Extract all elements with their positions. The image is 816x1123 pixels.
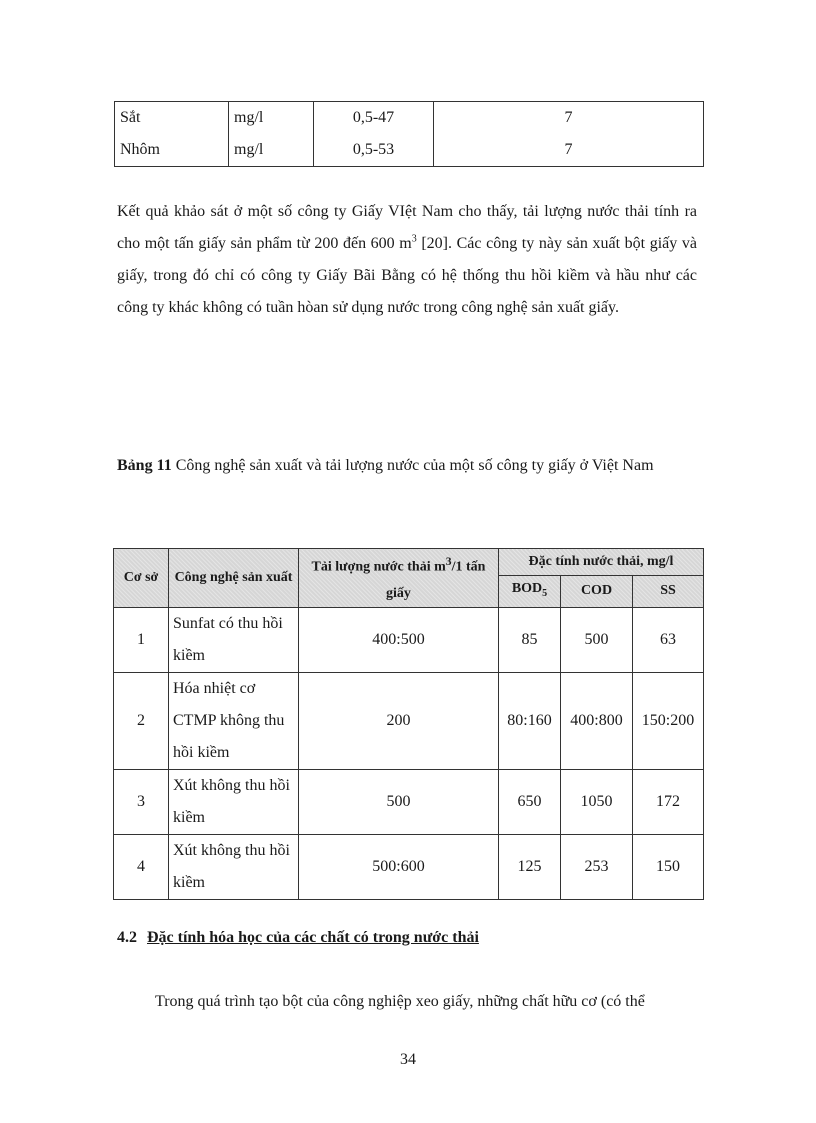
cell-tech: Hóa nhiệt cơ CTMP không thu hồi kiềm [169, 672, 299, 769]
header-bod-text: BOD [511, 581, 543, 596]
table-cell: Nhôm [115, 134, 229, 167]
cell-cod: 400:800 [561, 672, 633, 769]
header-group: Đặc tính nước thải, mg/l [499, 549, 704, 576]
caption-label: Bảng 11 [117, 457, 172, 474]
table-row [114, 672, 704, 769]
cell-base: 4 [114, 834, 169, 899]
paragraph-text: Kết quả khảo sát ở một số công ty Giấy VIệt Nam cho thấy, tải lượng nước thải tính ra cho một tấn giấy sản phẩm từ 200 đến 600 m [117, 203, 697, 252]
cell-load: 500:600 [299, 834, 499, 899]
cell-tech: Xút không thu hồi kiềm [169, 769, 299, 834]
cell-cod: 500 [561, 607, 633, 672]
header-cod: COD [561, 576, 633, 608]
cell-load: 500 [299, 769, 499, 834]
table-row [115, 102, 704, 135]
superscript: 3 [411, 233, 417, 245]
section-heading [117, 922, 479, 954]
table-cell: 0,5-47 [314, 102, 434, 135]
cell-tech: Sunfat có thu hồi kiềm [169, 607, 299, 672]
table-cell: mg/l [229, 102, 314, 135]
paragraph [117, 196, 697, 324]
cell-base: 2 [114, 672, 169, 769]
table-cell: 7 [434, 102, 704, 135]
cell-ss: 172 [633, 769, 704, 834]
header-bod-sub: 5 [542, 587, 548, 599]
header-bod [499, 576, 561, 608]
header-base: Cơ sở [114, 549, 169, 608]
cell-base: 3 [114, 769, 169, 834]
cell-load: 400:500 [299, 607, 499, 672]
cell-ss: 150:200 [633, 672, 704, 769]
cell-bod: 650 [499, 769, 561, 834]
section-title: Đặc tính hóa học của các chất có trong nước thải [147, 929, 479, 946]
table-row [114, 834, 704, 899]
cell-bod: 85 [499, 607, 561, 672]
table-cell: 7 [434, 134, 704, 167]
header-load-sup: 3 [445, 555, 452, 569]
paragraph-text: [20]. Các công ty này sản xuất bột giấy và giấy, trong đó chỉ có công ty Giấy Bãi Bằng có hệ thống thu hồi kiềm và hầu như các công ty khác không có tuần hòan sử dụng nước trong công nghệ sản xuất giấy. [117, 235, 697, 316]
header-ss: SS [633, 576, 704, 608]
cell-ss: 150 [633, 834, 704, 899]
paragraph: Trong quá trình tạo bột của công nghiệp xeo giấy, những chất hữu cơ (có thể [155, 993, 645, 1010]
table-row [114, 769, 704, 834]
caption-text: Công nghệ sản xuất và tải lượng nước của một số công ty giấy ở Việt Nam [171, 457, 654, 474]
header-load [299, 549, 499, 608]
cell-cod: 1050 [561, 769, 633, 834]
table-row [115, 134, 704, 167]
header-tech: Công nghệ sản xuất [169, 549, 299, 608]
section-number: 4.2 [117, 929, 137, 946]
main-table [113, 548, 704, 900]
table-caption [117, 450, 697, 482]
header-load-text: /1 tấn giấy [386, 559, 486, 601]
cell-ss: 63 [633, 607, 704, 672]
cell-tech: Xút không thu hồi kiềm [169, 834, 299, 899]
page-number: 34 [400, 1051, 416, 1068]
cell-base: 1 [114, 607, 169, 672]
table-header-row [114, 549, 704, 576]
table-cell: 0,5-53 [314, 134, 434, 167]
cell-bod: 80:160 [499, 672, 561, 769]
cell-load: 200 [299, 672, 499, 769]
cell-bod: 125 [499, 834, 561, 899]
table-row [114, 607, 704, 672]
table-cell: mg/l [229, 134, 314, 167]
top-table [114, 101, 704, 167]
cell-cod: 253 [561, 834, 633, 899]
table-cell: Sắt [115, 102, 229, 135]
header-load-text: Tải lượng nước thải m [311, 559, 446, 575]
